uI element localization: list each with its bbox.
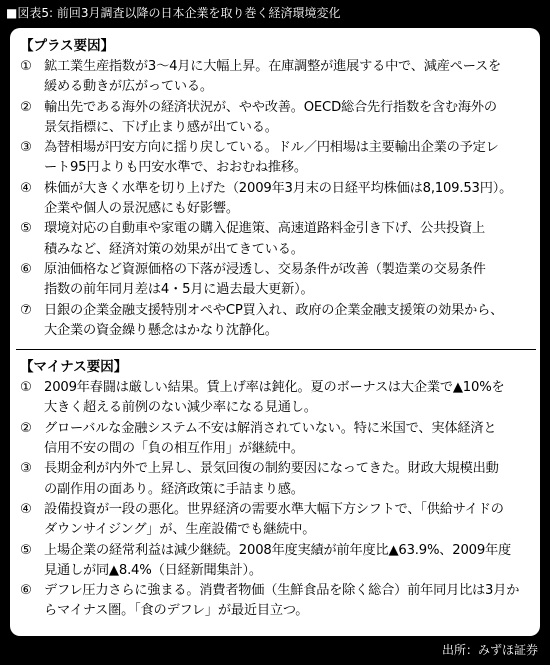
item-text: 輸出先である海外の経済状況が、やや改善。OECD総合先行指数を含む海外の 景気指標に、下げ止まり感が出ている。 xyxy=(44,99,497,135)
plus-factor-item xyxy=(20,57,526,98)
plus-factor-item xyxy=(20,219,526,260)
item-text: 為替相場が円安方向に揺り戻している。ドル／円相場は主要輸出企業の予定レ ート95円よりも円安水準で、おおむね推移。 xyxy=(44,140,499,176)
minus-factors-heading: 【マイナス要因】 xyxy=(20,359,128,376)
plus-factors-heading: 【プラス要因】 xyxy=(20,38,115,54)
item-number: ⑥ xyxy=(20,261,32,277)
plus-factors-list xyxy=(20,57,526,341)
factors-panel xyxy=(10,28,540,636)
item-number: ⑥ xyxy=(20,583,32,599)
item-text: 設備投資が一段の悪化。世界経済の需要水準大幅下方シフトで、「供給サイドの ダウンサイジング」が、生産設備でも継続中。 xyxy=(44,501,504,538)
minus-factor-item xyxy=(20,541,526,582)
item-text: 上場企業の経常利益は減少継続。2008年度実績が前年度比▲63.9%、2009年度 見通しが同▲8.4%（日経新聞集計）。 xyxy=(44,542,512,578)
item-text: 2009年春闘は厳しい結果。賃上げ率は鈍化。夏のボーナスは大企業で▲10%を 大きく超える前例のない減少率になる見通し。 xyxy=(44,380,505,416)
minus-factor-item xyxy=(20,500,526,541)
minus-factor-item xyxy=(20,419,526,460)
item-text: 鉱工業生産指数が3～4月に大幅上昇。在庫調整が進展する中で、減産ペースを 緩める動きが広がっている。 xyxy=(44,59,502,95)
plus-factor-item xyxy=(20,138,526,179)
plus-factor-item xyxy=(20,301,526,342)
item-number: ⑤ xyxy=(20,542,32,558)
item-number: ⑤ xyxy=(20,221,32,237)
item-number: ⑦ xyxy=(20,302,32,318)
item-text: 原油価格など資源価格の下落が浸透し、交易条件が改善（製造業の交易条件 指数の前年同月差は4・5月に過去最大更新）。 xyxy=(44,261,486,298)
item-text: 株価が大きく水準を切り上げた（2009年3月末の日経平均株価は8,109.53円）。 企業や個人の景況感にも好影響。 xyxy=(44,180,513,217)
item-number: ② xyxy=(20,99,32,115)
minus-factor-item xyxy=(20,459,526,500)
item-number: ① xyxy=(20,380,32,396)
item-number: ③ xyxy=(20,461,32,477)
plus-factor-item xyxy=(20,260,526,301)
minus-factor-item xyxy=(20,581,526,622)
plus-factor-item xyxy=(20,98,526,139)
figure-title: ■図表5: 前回3月調査以降の日本企業を取り巻く経済環境変化 xyxy=(6,6,341,20)
item-number: ④ xyxy=(20,501,32,517)
item-text: 環境対応の自動車や家電の購入促進策、高速道路料金引き下げ、公共投資上 積みなど、経済対策の効果が出てきている。 xyxy=(44,221,486,257)
item-text: 日銀の企業金融支援特別オペやCP買入れ、政府の企業金融支援策の効果から、 大企業の資金繰り懸念はかなり沈静化。 xyxy=(44,302,504,338)
item-text: グローバルな金融システム不安は解消されていない。特に米国で、実体経済と 信用不安の間の「負の相互作用」が継続中。 xyxy=(44,420,497,457)
item-number: ③ xyxy=(20,140,32,156)
item-text: デフレ圧力さらに強まる。消費者物価（生鮮食品を除く総合）前年同月比は3月か らマイナス圏。「食のデフレ」が最近目立つ。 xyxy=(44,583,520,619)
minus-factor-item xyxy=(20,378,526,419)
item-number: ② xyxy=(20,420,32,436)
section-divider xyxy=(16,349,536,350)
plus-factor-item xyxy=(20,179,526,220)
source-note: 出所：みずほ証券 xyxy=(441,643,538,657)
minus-factors-list xyxy=(20,378,526,622)
item-text: 長期金利が内外で上昇し、景気回復の制約要因になってきた。財政大規模出動 の副作用の面あり。経済政策に手詰まり感。 xyxy=(44,461,499,497)
item-number: ① xyxy=(20,59,32,74)
item-number: ④ xyxy=(20,180,32,196)
